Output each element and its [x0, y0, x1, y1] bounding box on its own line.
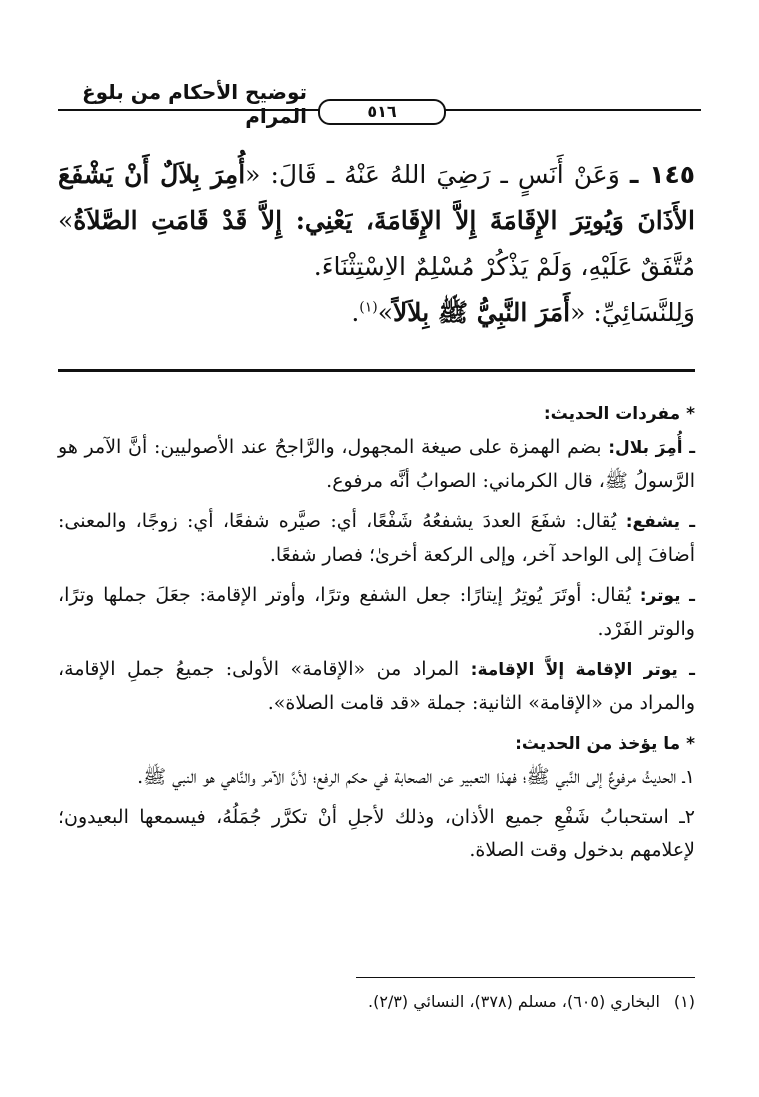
- vocab-text: بضم الهمزة على صيغة المجهول، والرَّاجحُ عند الأصوليين: أنَّ الآمر هو الرَّسولُ ﷺ، قال الكرماني: الصوابُ أنَّه مرفوع.: [58, 436, 695, 492]
- vocab-text: يُقال: شفَعَ العددَ يشفعُهُ شَفْعًا، أي: صيَّره شفعًا، أي: زوجًا، والمعنى: أضافَ إلى الواحد آخر، وإلى الركعة أخرىٰ؛ فصار شفعًا.: [58, 510, 695, 566]
- vocab-term: ـ يوتر الإقامة إلاَّ الإقامة:: [470, 660, 695, 680]
- footnote: [58, 991, 695, 1013]
- commentary-body: [58, 398, 695, 874]
- vocab-entry: [58, 579, 695, 646]
- nasai-close: »: [377, 298, 394, 327]
- hadith-text-a: وَعَنْ أَنَسٍ ـ رَضِيَ اللهُ عَنْهُ ـ قَالَ: «: [245, 160, 630, 189]
- hadith-number: ١٤٥ ـ: [629, 160, 696, 189]
- nasai-intro: وَلِلنَّسَائِيِّ: «: [570, 298, 695, 327]
- footnote-reference[interactable]: (١): [359, 299, 378, 316]
- lessons-section-title: * ما يؤخذ من الحديث:: [515, 734, 695, 754]
- vocab-section-title: * مفردات الحديث:: [543, 404, 695, 424]
- page-number: ٥١٦: [318, 99, 446, 125]
- footnote-text: البخاري (٦٠٥)، مسلم (٣٧٨)، النسائي (٢/٣).: [367, 992, 660, 1011]
- hadith-paragraph: [58, 152, 695, 290]
- vocab-text: المراد من «الإقامة» الأولى: جميعُ جملِ الإقامة، والمراد من «الإقامة» الثانية: جملة «قد قامت الصلاة».: [58, 658, 695, 714]
- lesson-item: ١ـ الحديثُ مرفوعٌ إلى النَّبي ﷺ؛ فهذا التعبير عن الصحابة في حكم الرفع؛ لأنَّ الآمر والنَّاهي هو النبي ﷺ.: [137, 766, 695, 788]
- vocab-entry: [58, 431, 695, 498]
- vocab-term: ـ يوتر:: [639, 586, 695, 606]
- hadith-block: [58, 152, 695, 336]
- vocab-entry: [58, 653, 695, 720]
- nasai-end: .: [351, 298, 360, 327]
- vocab-term: ـ أُمِرَ بلال:: [608, 438, 696, 458]
- section-divider: [58, 369, 695, 372]
- running-header-title: توضيح الأحكام من بلوغ المرام: [81, 80, 307, 128]
- lesson-item: ٢ـ استحبابُ شَفْعِ جميع الأذان، وذلك لأجلِ أنْ تكرَّر جُمَلُهُ، فيسمعها البعيدون؛ لإعلامهم بدخول وقت الصلاة.: [58, 806, 695, 861]
- footnote-rule: [356, 977, 695, 978]
- vocab-text: يُقال: أوتَرَ يُوتِرُ إيتارًا: جعل الشفع وترًا، وأوتر الإقامة: جعَلَ جملها وترًا، والوتر الفَرْد.: [58, 584, 695, 640]
- vocab-term: ـ يشفع:: [625, 512, 696, 532]
- hadith-nasai-line: [58, 290, 695, 336]
- footnote-marker: (١): [673, 992, 695, 1011]
- nasai-quote: أَمَرَ النَّبِيُّ ﷺ بِلاَلاً: [393, 298, 571, 327]
- hadith-text-b: » مُتَّفَقٌ عَلَيْهِ، وَلَمْ يَذْكُرْ مُسْلِمٌ الاِسْتِثْنَاءَ.: [58, 206, 695, 281]
- hadith-quote: أُمِرَ بِلاَلٌ أَنْ يَشْفَعَ الأَذَانَ وَيُوتِرَ الإِقَامَةَ إِلاَّ الإِقَامَةَ، يَعْنِي: إِلاَّ قَدْ قَامَتِ الصَّلاَةُ: [58, 160, 695, 235]
- vocab-entry: [58, 505, 695, 572]
